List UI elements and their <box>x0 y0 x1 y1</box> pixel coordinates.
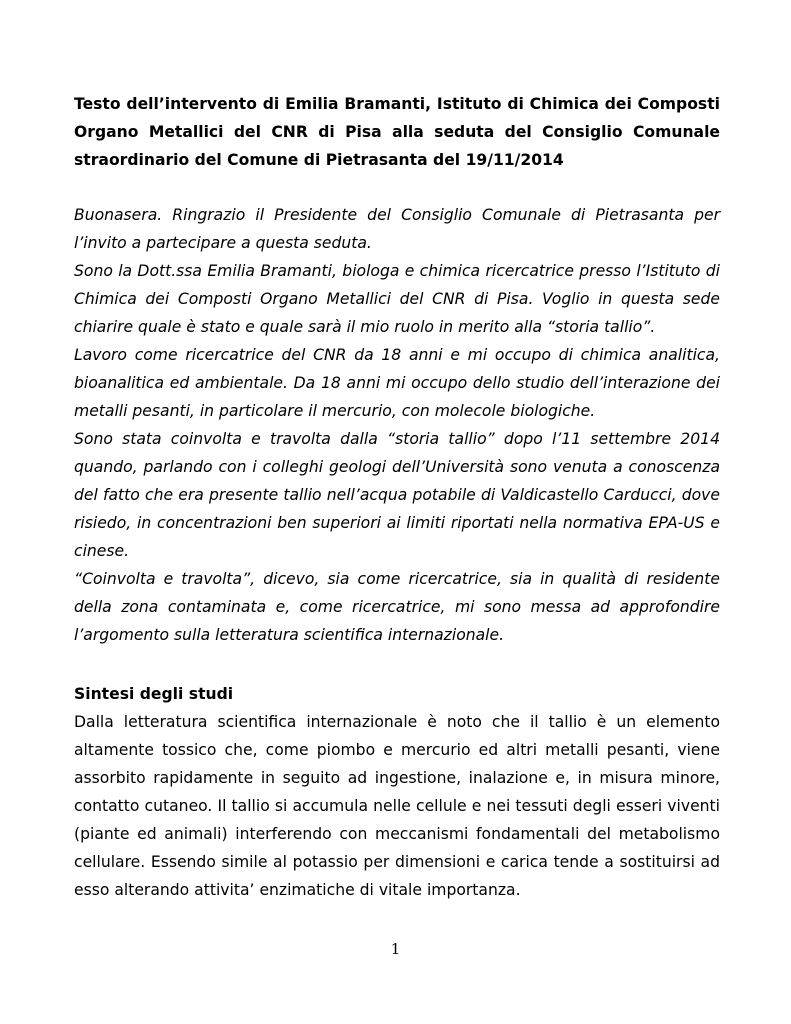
intro-paragraph: “Coinvolta e travolta”, dicevo, sia come ricercatrice, sia in qualità di residente della zona contaminata e, come ricercatrice, mi sono messa ad approfondire l’argomento sulla letteratura scientifica internazionale. <box>74 570 720 644</box>
section-body <box>74 708 720 904</box>
intro-paragraph: Sono la Dott.ssa Emilia Bramanti, biologa e chimica ricercatrice presso l’Istituto di Chimica dei Composti Organo Metallici del CNR di Pisa. Voglio in questa sede chiarire quale è stato e quale sarà il mio ruolo in merito alla “storia tallio”. <box>74 262 720 336</box>
intro-paragraph: Lavoro come ricercatrice del CNR da 18 anni e mi occupo di chimica analitica, bioanalitica ed ambientale. Da 18 anni mi occupo dello studio dell’interazione dei metalli pesanti, in particolare il mercurio, con molecole biologiche. <box>74 346 720 420</box>
document-title: Testo dell’intervento di Emilia Bramanti, Istituto di Chimica dei Composti Organo Metallici del CNR di Pisa alla seduta del Consiglio Comunale straordinario del Comune di Pietrasanta del 19/11/2014 <box>74 95 720 169</box>
section-heading: Sintesi degli studi <box>74 685 234 703</box>
intro-paragraph: Buonasera. Ringrazio il Presidente del Consiglio Comunale di Pietrasanta per l’invito a partecipare a questa seduta. <box>74 206 720 252</box>
body-paragraph: Dalla letteratura scientifica internazionale è noto che il tallio è un elemento altamente tossico che, come piombo e mercurio ed altri metalli pesanti, viene assorbito rapidamente in seguito ad ingestione, inalazione e, in misura minore, contatto cutaneo. Il tallio si accumula nelle cellule e nei tessuti degli esseri viventi (piante ed animali) interferendo con meccanismi fondamentali del metabolismo cellulare. Essendo simile al potassio per dimensioni e carica tende a sostituirsi ad esso alterando attivita’ enzimatiche di vitale importanza. <box>74 713 720 899</box>
page-number: 1 <box>390 940 401 958</box>
intro-paragraph: Sono stata coinvolta e travolta dalla “storia tallio” dopo l’11 settembre 2014 quando, parlando con i colleghi geologi dell’Università sono venuta a conoscenza del fatto che era presente tallio nell’acqua potabile di Valdicastello Carducci, dove risiedo, in concentrazioni ben superiori ai limiti riportati nella normativa EPA-US e cinese. <box>74 430 720 560</box>
intro-section <box>74 201 720 649</box>
